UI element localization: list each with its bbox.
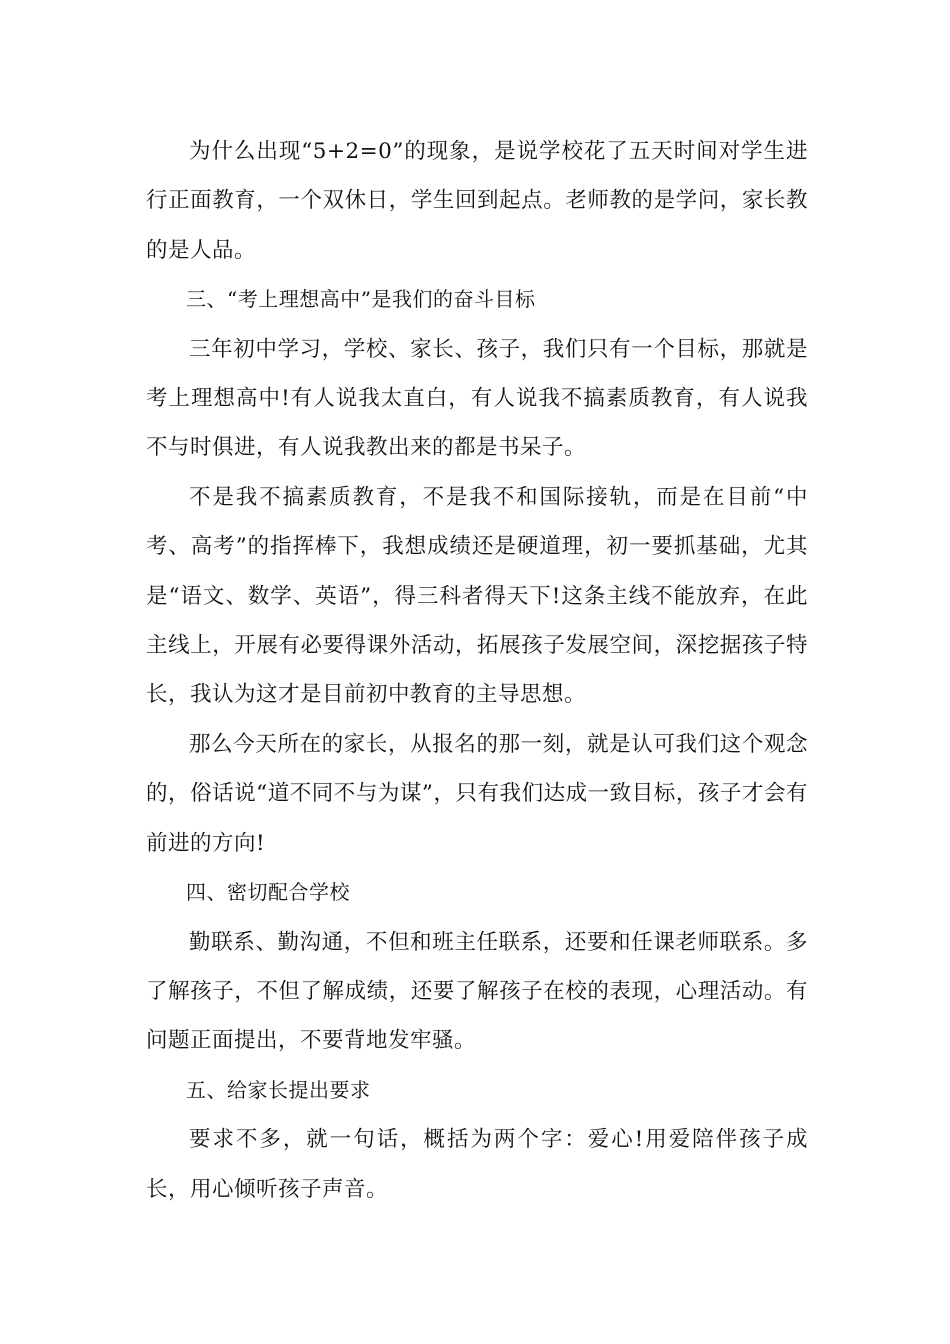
section-heading-4: 四、密切配合学校 bbox=[186, 880, 350, 905]
paragraph-requirements: 要求不多，就一句话，概括为两个字：爱心!用爱陪伴孩子成长，用心倾听孩子声音。 bbox=[146, 1127, 808, 1202]
paragraph-shared-goal: 那么今天所在的家长，从报名的那一刻，就是认可我们这个观念的，俗话说“道不同不与为谋”，只有我们达成一致目标，孩子才会有前进的方向! bbox=[146, 731, 808, 856]
paragraph-communication: 勤联系、勤沟通，不但和班主任联系，还要和任课老师联系。多了解孩子，不但了解成绩，还要了解孩子在校的表现，心理活动。有问题正面提出，不要背地发牢骚。 bbox=[146, 929, 808, 1054]
paragraph-common-goal: 三年初中学习，学校、家长、孩子，我们只有一个目标，那就是考上理想高中!有人说我太直白，有人说我不搞素质教育，有人说我不与时俱进，有人说我教出来的都是书呆子。 bbox=[146, 336, 808, 461]
paragraph-5-2-0-phenomenon: 为什么出现“5+2=0”的现象，是说学校花了五天时间对学生进行正面教育，一个双休日，学生回到起点。老师教的是学问，家长教的是人品。 bbox=[146, 139, 808, 263]
document-body bbox=[146, 127, 808, 1214]
section-heading-5: 五、给家长提出要求 bbox=[186, 1077, 371, 1102]
section-heading-3: 三、“考上理想高中”是我们的奋斗目标 bbox=[186, 287, 536, 312]
paragraph-exam-main-line: 不是我不搞素质教育，不是我不和国际接轨，而是在目前“中考、高考”的指挥棒下，我想成绩还是硬道理，初一要抓基础，尤其是“语文、数学、英语”，得三科者得天下!这条主线不能放弃，在此主线上，开展有必要得课外活动，拓展孩子发展空间，深挖据孩子特长，我认为这才是目前初中教育的主导思想。 bbox=[146, 484, 808, 708]
